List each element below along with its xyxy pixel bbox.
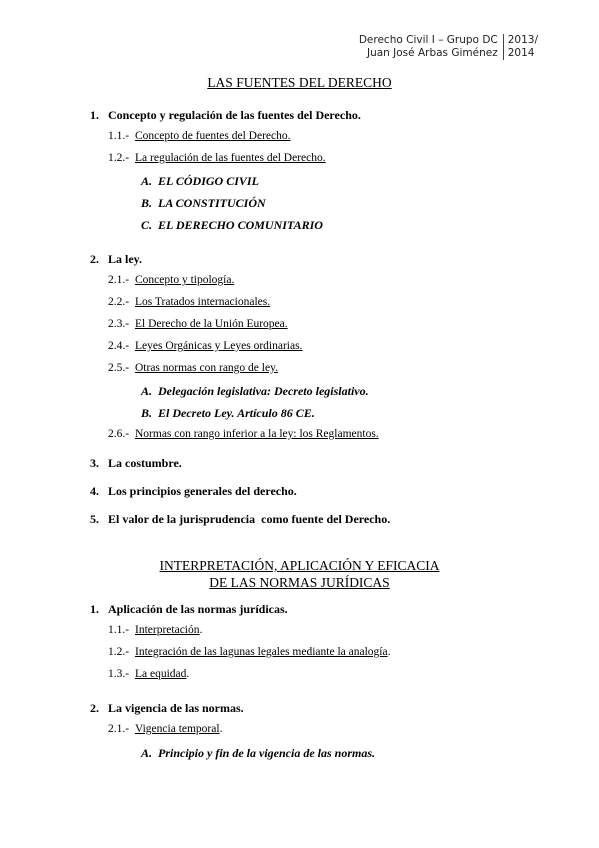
subsection-number: 2.6.-	[108, 428, 130, 440]
subsection-link[interactable]: Vigencia temporal	[135, 723, 220, 735]
section-4-number: 4.	[90, 484, 99, 498]
section-5-heading: El valor de la jurisprudencia como fuente del Derecho.	[108, 512, 391, 526]
section-title-fuentes: LAS FUENTES DEL DERECHO	[207, 75, 392, 90]
section-2-number: 2.	[90, 701, 99, 715]
subsection-link[interactable]: Integración de las lagunas legales mediante la analogía	[135, 646, 388, 658]
subsection-number: 2.4.-	[108, 340, 130, 352]
item-letter: A.	[141, 174, 153, 188]
subsection-number: 1.2.-	[108, 646, 130, 658]
header-year-2: 2014	[507, 47, 535, 59]
subsection-link[interactable]: Leyes Orgánicas y Leyes ordinarias.	[135, 340, 303, 352]
subsection-link[interactable]: Concepto de fuentes del Derecho.	[135, 130, 291, 142]
subsection-number: 1.3.-	[108, 668, 130, 680]
subsection-period: .	[219, 723, 223, 735]
header-right	[504, 34, 538, 60]
section-title-interpretacion-line1: INTERPRETACIÓN, APLICACIÓN Y EFICACIA	[159, 558, 440, 573]
item-text: LA CONSTITUCIÓN	[158, 196, 266, 210]
item-text: EL DERECHO COMUNITARIO	[158, 218, 323, 232]
section-5-number: 5.	[90, 512, 99, 526]
section-2-number: 2.	[90, 252, 99, 266]
subsection-number: 2.1.-	[108, 274, 130, 286]
item-text: EL CÓDIGO CIVIL	[158, 174, 259, 188]
subsection-number: 2.3.-	[108, 318, 130, 330]
subsection-period: .	[199, 624, 203, 636]
subsection-link[interactable]: Otras normas con rango de ley.	[135, 362, 278, 374]
item-letter: B.	[141, 196, 153, 210]
header-course: Derecho Civil I – Grupo DC	[358, 34, 498, 46]
section-4-heading: Los principios generales del derecho.	[108, 484, 297, 498]
subsection-link[interactable]: Interpretación	[135, 624, 200, 636]
item-text: Delegación legislativa: Decreto legislativo.	[158, 384, 369, 398]
section-3-heading: La costumbre.	[108, 456, 182, 470]
subsection-link[interactable]: Normas con rango inferior a la ley: los Reglamentos.	[135, 428, 379, 440]
header-year-1: 2013/	[507, 34, 538, 46]
subsection-link[interactable]: El Derecho de la Unión Europea.	[135, 318, 288, 330]
subsection-period: .	[186, 668, 190, 680]
subsection-number: 1.1.-	[108, 130, 130, 142]
section-2-heading: La vigencia de las normas.	[108, 701, 244, 715]
subsection-number: 2.5.-	[108, 362, 130, 374]
section-1-heading: Aplicación de las normas jurídicas.	[108, 602, 288, 616]
subsection-number: 2.1.-	[108, 723, 130, 735]
item-text: El Decreto Ley. Artículo 86 CE.	[158, 406, 315, 420]
section-title-interpretacion-line2: DE LAS NORMAS JURÍDICAS	[209, 575, 390, 590]
item-letter: B.	[141, 406, 153, 420]
section-1-number: 1.	[90, 602, 99, 616]
item-text: Principio y fin de la vigencia de las normas.	[158, 746, 375, 760]
item-letter: A.	[141, 746, 153, 760]
item-letter: C.	[141, 218, 153, 232]
subsection-number: 1.1.-	[108, 624, 130, 636]
subsection-link[interactable]: La equidad	[135, 668, 187, 680]
subsection-row	[135, 723, 222, 735]
subsection-link[interactable]: La regulación de las fuentes del Derecho.	[135, 152, 326, 164]
subsection-number: 2.2.-	[108, 296, 130, 308]
section-1-heading: Concepto y regulación de las fuentes del Derecho.	[108, 108, 361, 122]
subsection-row	[135, 668, 189, 680]
subsection-link[interactable]: Concepto y tipología.	[135, 274, 235, 286]
header-left	[359, 34, 503, 60]
subsection-period: .	[387, 646, 391, 658]
subsection-number: 1.2.-	[108, 152, 130, 164]
subsection-row	[135, 646, 390, 658]
page-header	[359, 34, 538, 60]
item-letter: A.	[141, 384, 153, 398]
section-1-number: 1.	[90, 108, 99, 122]
subsection-row	[135, 624, 202, 636]
section-2-heading: La ley.	[108, 252, 143, 266]
subsection-link[interactable]: Los Tratados internacionales.	[135, 296, 271, 308]
header-author: Juan José Arbas Giménez	[366, 47, 498, 59]
section-3-number: 3.	[90, 456, 99, 470]
